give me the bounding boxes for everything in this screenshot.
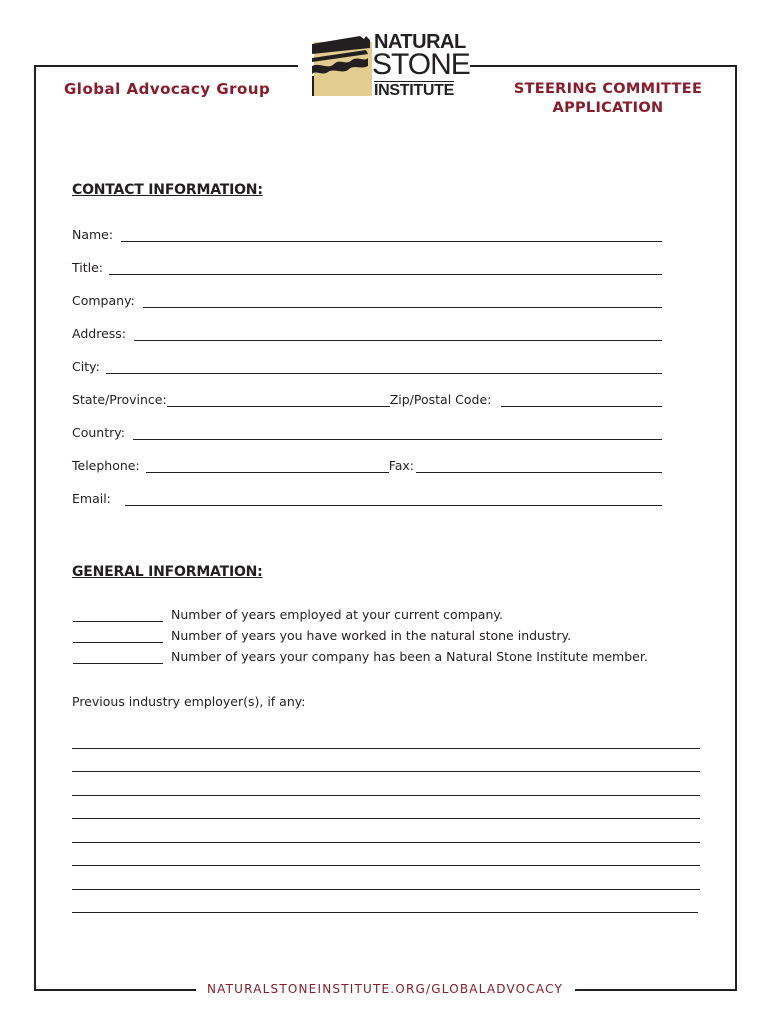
country-line[interactable] (133, 428, 662, 440)
logo-line-institute: INSTITUTE (374, 82, 454, 99)
telephone-label: Telephone: (72, 458, 140, 473)
address-line[interactable] (134, 329, 662, 341)
company-line[interactable] (143, 296, 662, 308)
address-label: Address: (72, 326, 126, 341)
employer-line-5[interactable] (72, 842, 700, 843)
application-title (508, 80, 708, 118)
fax-line[interactable] (416, 461, 662, 473)
email-field[interactable] (72, 490, 662, 506)
state-label: State/Province: (72, 392, 167, 407)
title-line-1: STEERING COMMITTEE (513, 81, 703, 97)
stone-layers-icon (310, 30, 374, 98)
zip-line[interactable] (501, 395, 662, 407)
city-label: City: (72, 359, 100, 374)
email-line[interactable] (125, 494, 662, 506)
fax-label: Fax: (388, 458, 415, 473)
name-field[interactable] (72, 226, 662, 242)
org-name: Global Advocacy Group (64, 80, 271, 98)
zip-label: Zip/Postal Code: (389, 392, 492, 407)
logo-line-stone: STONE (372, 48, 470, 81)
city-field[interactable] (72, 358, 662, 374)
city-line[interactable] (106, 362, 662, 374)
frame-right (735, 65, 737, 990)
institute-logo (310, 30, 470, 99)
state-line[interactable] (167, 395, 390, 407)
years-member-label: Number of years your company has been a Natural Stone Institute member. (171, 649, 648, 664)
employer-line-1[interactable] (72, 748, 700, 749)
general-heading: GENERAL INFORMATION: (72, 564, 263, 580)
years-member-blank[interactable] (73, 652, 163, 664)
years-company-blank[interactable] (73, 610, 163, 622)
address-field[interactable] (72, 325, 662, 341)
previous-employers-label: Previous industry employer(s), if any: (72, 694, 306, 709)
contact-heading: CONTACT INFORMATION: (72, 182, 263, 198)
employer-line-3[interactable] (72, 795, 700, 796)
years-member-row[interactable] (73, 649, 648, 664)
years-industry-row[interactable] (73, 628, 571, 643)
frame-bottom-left (34, 989, 196, 991)
employer-line-4[interactable] (72, 818, 700, 819)
frame-left (34, 65, 36, 990)
employer-line-6[interactable] (72, 865, 700, 866)
company-field[interactable] (72, 292, 662, 308)
years-industry-blank[interactable] (73, 631, 163, 643)
frame-top-right (470, 65, 736, 67)
logo-line-natural: NATURAL (374, 31, 466, 53)
state-zip-field[interactable] (72, 391, 662, 407)
years-company-label: Number of years employed at your current company. (171, 607, 503, 622)
email-label: Email: (72, 491, 111, 506)
employer-line-7[interactable] (72, 889, 700, 890)
years-industry-label: Number of years you have worked in the natural stone industry. (171, 628, 572, 643)
name-line[interactable] (121, 230, 662, 242)
employer-line-2[interactable] (72, 771, 700, 772)
footer-url[interactable]: NATURALSTONEINSTITUTE.ORG/GLOBALADVOCACY (207, 982, 563, 996)
title-field[interactable] (72, 259, 662, 275)
frame-bottom-right (575, 989, 737, 991)
name-label: Name: (72, 227, 114, 242)
title-line[interactable] (109, 263, 662, 275)
title-label: Title: (72, 260, 103, 275)
country-field[interactable] (72, 424, 662, 440)
telephone-line[interactable] (146, 461, 389, 473)
telephone-fax-field[interactable] (72, 457, 662, 473)
frame-top-left (34, 65, 298, 67)
years-company-row[interactable] (73, 607, 503, 622)
employer-line-8[interactable] (72, 912, 698, 913)
title-line-2: APPLICATION (552, 100, 664, 116)
company-label: Company: (72, 293, 135, 308)
country-label: Country: (72, 425, 125, 440)
